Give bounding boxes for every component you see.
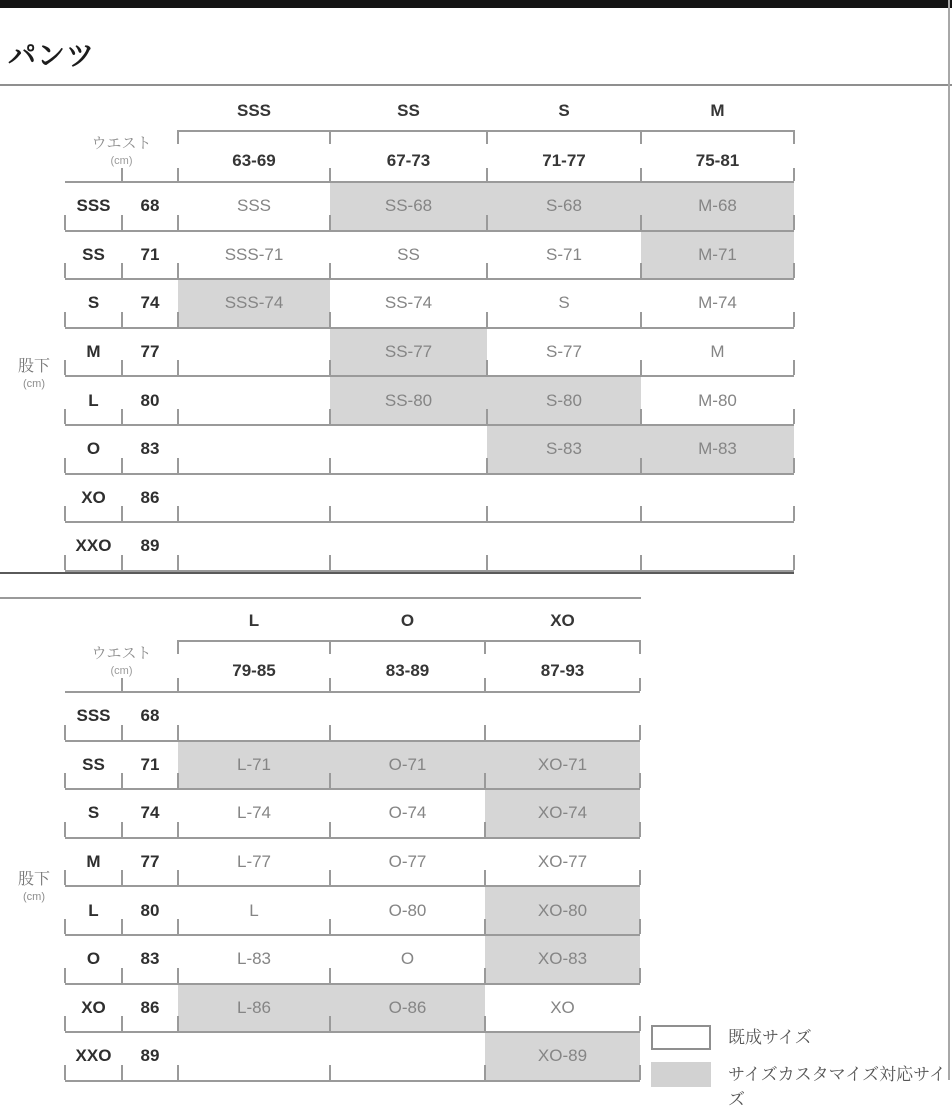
inseam-size-label: S: [87, 293, 100, 313]
tick-mark: [121, 263, 123, 278]
tick-mark: [64, 506, 66, 521]
tick-mark: [64, 360, 66, 375]
table-row: [65, 985, 640, 1034]
tick-mark: [177, 968, 179, 983]
tick-mark: [486, 555, 488, 570]
size-column-header: SSS: [236, 100, 272, 120]
tick-mark: [640, 409, 642, 424]
tick-mark: [484, 870, 486, 885]
tick-mark: [640, 168, 642, 181]
tick-mark: [639, 919, 641, 934]
inseam-cm-value: 74: [140, 803, 160, 823]
legend-custom-swatch: [651, 1062, 711, 1087]
tick-mark: [793, 458, 795, 473]
size-cell: SSS: [236, 196, 272, 216]
table-bottom-line: [0, 572, 794, 574]
table-row: [65, 742, 640, 791]
tick-mark: [640, 312, 642, 327]
size-cell: SSS-74: [178, 280, 330, 327]
table-row: [65, 790, 640, 839]
tick-mark: [64, 725, 66, 740]
tick-mark: [329, 506, 331, 521]
tick-mark: [177, 678, 179, 691]
inseam-cm-value: 89: [140, 1046, 160, 1066]
tick-mark: [329, 555, 331, 570]
tick-mark: [793, 360, 795, 375]
inseam-cm-value: 77: [140, 852, 160, 872]
tick-mark: [486, 409, 488, 424]
size-cell: [487, 523, 641, 570]
tick-mark: [486, 263, 488, 278]
waist-axis-unit: (cm): [110, 665, 133, 677]
size-cell: S-71: [546, 244, 582, 264]
tick-mark: [486, 506, 488, 521]
tick-mark: [121, 1065, 123, 1080]
tick-mark: [640, 360, 642, 375]
tick-mark: [177, 1016, 179, 1031]
waist-axis-label: ウエスト: [91, 135, 152, 152]
legend-ready-made-swatch: [651, 1025, 711, 1050]
tick-mark: [484, 725, 486, 740]
inseam-cm-value: 71: [140, 754, 160, 774]
table-row: [65, 839, 640, 888]
tick-mark: [484, 678, 486, 691]
tick-mark: [64, 919, 66, 934]
tick-mark: [177, 130, 179, 144]
size-cell: [330, 1033, 485, 1080]
inseam-size-label: XO: [81, 997, 106, 1017]
inseam-size-label: O: [86, 439, 101, 459]
inseam-size-label: M: [86, 342, 101, 362]
table-row: [65, 887, 640, 936]
inseam-size-label: S: [87, 803, 100, 823]
tick-mark: [121, 506, 123, 521]
tick-mark: [329, 773, 331, 788]
tick-mark: [486, 458, 488, 473]
tick-mark: [64, 1065, 66, 1080]
tick-mark: [64, 458, 66, 473]
tick-mark: [177, 773, 179, 788]
tick-mark: [121, 409, 123, 424]
header-line: [178, 640, 640, 642]
tick-mark: [329, 312, 331, 327]
tick-mark: [639, 640, 641, 654]
tick-mark: [486, 215, 488, 230]
size-cell: L: [249, 900, 259, 920]
tick-mark: [177, 725, 179, 740]
tick-mark: [121, 725, 123, 740]
tick-mark: [640, 130, 642, 144]
table-row: [65, 1033, 640, 1082]
tick-mark: [486, 360, 488, 375]
size-cell: [178, 693, 330, 740]
size-cell: L-77: [236, 852, 272, 872]
tick-mark: [484, 1065, 486, 1080]
tick-mark: [64, 1016, 66, 1031]
size-cell: SS-68: [330, 183, 487, 230]
size-cell: SSS-71: [224, 244, 284, 264]
right-edge-line: [948, 0, 950, 1080]
header-line: [178, 130, 794, 132]
inseam-axis-label: 股下: [17, 358, 50, 375]
size-cell: SS-80: [330, 377, 487, 424]
inseam-size-label: L: [88, 900, 99, 920]
inseam-cm-value: 80: [140, 900, 160, 920]
size-cell: [641, 475, 794, 522]
waist-range-value: 71-77: [542, 151, 586, 170]
page-title: パンツ: [8, 40, 96, 71]
size-cell: O-80: [388, 900, 427, 920]
tick-mark: [121, 215, 123, 230]
waist-range-value: 67-73: [386, 151, 431, 170]
inseam-size-label: SSS: [76, 706, 111, 726]
size-cell: O-77: [388, 852, 427, 872]
tick-mark: [121, 678, 123, 691]
title-underline: [0, 84, 952, 86]
waist-range-value: 87-93: [540, 661, 585, 680]
size-cell: [485, 693, 640, 740]
size-cell: M-71: [641, 232, 794, 279]
inseam-axis-label-block: [9, 870, 59, 905]
tick-mark: [121, 968, 123, 983]
tick-mark: [793, 555, 795, 570]
tick-mark: [177, 360, 179, 375]
tick-mark: [121, 168, 123, 181]
size-cell: L-86: [178, 985, 330, 1032]
tick-mark: [64, 263, 66, 278]
tick-mark: [121, 870, 123, 885]
waist-range-value: 79-85: [232, 661, 276, 680]
size-cell: XO-80: [485, 887, 640, 934]
tick-mark: [486, 130, 488, 144]
tick-mark: [121, 773, 123, 788]
tick-mark: [177, 263, 179, 278]
inseam-cm-value: 83: [140, 949, 160, 969]
size-cell: SS: [397, 244, 420, 264]
table-row: [65, 426, 794, 475]
size-cell: XO-71: [485, 742, 640, 789]
tick-mark: [329, 678, 331, 691]
tick-mark: [329, 360, 331, 375]
size-cell: O: [400, 949, 415, 969]
tick-mark: [639, 1016, 641, 1031]
tick-mark: [640, 555, 642, 570]
tick-mark: [121, 822, 123, 837]
table-row: [65, 232, 794, 281]
tick-mark: [793, 168, 795, 181]
tick-mark: [121, 919, 123, 934]
tick-mark: [64, 773, 66, 788]
tick-mark: [640, 458, 642, 473]
size-cell: [330, 693, 485, 740]
size-cell: [330, 426, 487, 473]
size-cell: O-71: [330, 742, 485, 789]
inseam-cm-value: 71: [140, 244, 160, 264]
tick-mark: [486, 312, 488, 327]
tick-mark: [640, 263, 642, 278]
table-row: [65, 183, 794, 232]
tick-mark: [64, 822, 66, 837]
tick-mark: [177, 168, 179, 181]
tick-mark: [121, 360, 123, 375]
waist-range-value: 63-69: [232, 151, 276, 170]
size-cell: O-74: [388, 803, 427, 823]
tick-mark: [329, 130, 331, 144]
tick-mark: [177, 919, 179, 934]
tick-mark: [177, 640, 179, 654]
tick-mark: [329, 168, 331, 181]
tick-mark: [484, 640, 486, 654]
tick-mark: [329, 1016, 331, 1031]
inseam-axis-label: 股下: [17, 871, 50, 888]
tick-mark: [486, 168, 488, 181]
tick-mark: [329, 263, 331, 278]
waist-axis-label: ウエスト: [91, 645, 152, 662]
size-cell: M-83: [641, 426, 794, 473]
tick-mark: [329, 640, 331, 654]
inseam-cm-value: 86: [140, 487, 160, 507]
inseam-size-label: SSS: [76, 196, 111, 216]
table-row: [65, 523, 794, 572]
size-cell: O-86: [330, 985, 485, 1032]
size-cell: [178, 475, 330, 522]
size-column-header: S: [558, 100, 570, 120]
legend-ready-made-label: 既成サイズ: [728, 1028, 812, 1047]
inseam-size-label: SS: [82, 754, 105, 774]
tick-mark: [329, 458, 331, 473]
table-row: [65, 475, 794, 524]
inseam-axis-unit: (cm): [23, 891, 45, 903]
size-cell: M: [710, 342, 725, 362]
tick-mark: [484, 822, 486, 837]
tick-mark: [121, 312, 123, 327]
size-cell: XO-89: [485, 1033, 640, 1080]
size-cell: S-77: [546, 342, 582, 362]
size-cell: L-83: [236, 949, 272, 969]
tick-mark: [64, 870, 66, 885]
tick-mark: [793, 312, 795, 327]
tick-mark: [329, 725, 331, 740]
tick-mark: [121, 555, 123, 570]
tick-mark: [177, 506, 179, 521]
tick-mark: [793, 130, 795, 144]
table-row: [65, 329, 794, 378]
waist-axis-label-block: [65, 134, 178, 169]
tick-mark: [329, 919, 331, 934]
tick-mark: [329, 409, 331, 424]
waist-axis-unit: (cm): [110, 155, 133, 167]
tick-mark: [639, 773, 641, 788]
waist-range-value: 83-89: [385, 661, 430, 680]
table-row: [65, 280, 794, 329]
inseam-cm-value: 68: [140, 196, 160, 216]
tick-mark: [329, 215, 331, 230]
tick-mark: [64, 555, 66, 570]
size-cell: S-83: [487, 426, 641, 473]
size-column-header: L: [248, 610, 260, 630]
tick-mark: [177, 458, 179, 473]
size-cell: SS-77: [330, 329, 487, 376]
tick-mark: [484, 919, 486, 934]
size-cell: [330, 523, 487, 570]
table-row: [65, 377, 794, 426]
table-divider-line: [0, 597, 641, 599]
size-cell: M-80: [698, 390, 737, 410]
tick-mark: [484, 968, 486, 983]
tick-mark: [640, 506, 642, 521]
inseam-size-label: O: [86, 949, 101, 969]
size-cell: [178, 377, 330, 424]
inseam-cm-value: 89: [140, 536, 160, 556]
size-cell: [641, 523, 794, 570]
tick-mark: [177, 555, 179, 570]
tick-mark: [177, 215, 179, 230]
tick-mark: [484, 1016, 486, 1031]
tick-mark: [177, 1065, 179, 1080]
size-cell: [178, 426, 330, 473]
inseam-size-label: M: [86, 852, 101, 872]
inseam-axis-label-block: [9, 357, 59, 392]
size-cell: XO-83: [485, 936, 640, 983]
tick-mark: [639, 822, 641, 837]
tick-mark: [329, 1065, 331, 1080]
tick-mark: [639, 1065, 641, 1080]
tick-mark: [639, 968, 641, 983]
inseam-size-label: XXO: [75, 536, 112, 556]
tick-mark: [121, 458, 123, 473]
inseam-cm-value: 86: [140, 997, 160, 1017]
inseam-size-label: SS: [82, 244, 105, 264]
size-cell: L-71: [178, 742, 330, 789]
inseam-cm-value: 68: [140, 706, 160, 726]
size-cell: S-80: [487, 377, 641, 424]
tick-mark: [177, 312, 179, 327]
tick-mark: [177, 870, 179, 885]
size-cell: [178, 1033, 330, 1080]
tick-mark: [793, 409, 795, 424]
tick-mark: [329, 822, 331, 837]
tick-mark: [64, 968, 66, 983]
table-row: [65, 936, 640, 985]
top-black-bar: [0, 0, 952, 8]
tick-mark: [793, 215, 795, 230]
inseam-size-label: L: [88, 390, 99, 410]
size-cell: [330, 475, 487, 522]
tick-mark: [121, 1016, 123, 1031]
waist-range-value: 75-81: [695, 151, 740, 170]
size-cell: XO-74: [485, 790, 640, 837]
size-cell: [178, 329, 330, 376]
tick-mark: [329, 870, 331, 885]
size-cell: SS-74: [384, 293, 433, 313]
waist-axis-label-block: [65, 644, 178, 679]
size-cell: L-74: [236, 803, 272, 823]
size-cell: S: [558, 293, 570, 313]
size-cell: S-68: [487, 183, 641, 230]
tick-mark: [484, 773, 486, 788]
tick-mark: [64, 215, 66, 230]
inseam-cm-value: 74: [140, 293, 160, 313]
tick-mark: [793, 263, 795, 278]
inseam-cm-value: 77: [140, 342, 160, 362]
tick-mark: [639, 725, 641, 740]
tick-mark: [639, 678, 641, 691]
size-cell: M-74: [698, 293, 737, 313]
tick-mark: [177, 409, 179, 424]
size-cell: [487, 475, 641, 522]
size-cell: XO: [550, 997, 575, 1017]
tick-mark: [639, 870, 641, 885]
inseam-axis-unit: (cm): [23, 378, 45, 390]
inseam-size-label: XO: [81, 487, 106, 507]
tick-mark: [64, 409, 66, 424]
size-cell: M-68: [641, 183, 794, 230]
tick-mark: [329, 968, 331, 983]
size-column-header: SS: [397, 100, 420, 120]
tick-mark: [793, 506, 795, 521]
size-column-header: M: [710, 100, 725, 120]
legend-custom-label: サイズカスタマイズ対応サイズ: [728, 1065, 946, 1109]
size-cell: [178, 523, 330, 570]
inseam-cm-value: 83: [140, 439, 160, 459]
inseam-size-label: XXO: [75, 1046, 112, 1066]
size-column-header: O: [400, 610, 415, 630]
inseam-cm-value: 80: [140, 390, 160, 410]
size-column-header: XO: [550, 610, 575, 630]
tick-mark: [640, 215, 642, 230]
table-row: [65, 693, 640, 742]
tick-mark: [177, 822, 179, 837]
tick-mark: [64, 312, 66, 327]
size-cell: XO-77: [537, 852, 588, 872]
